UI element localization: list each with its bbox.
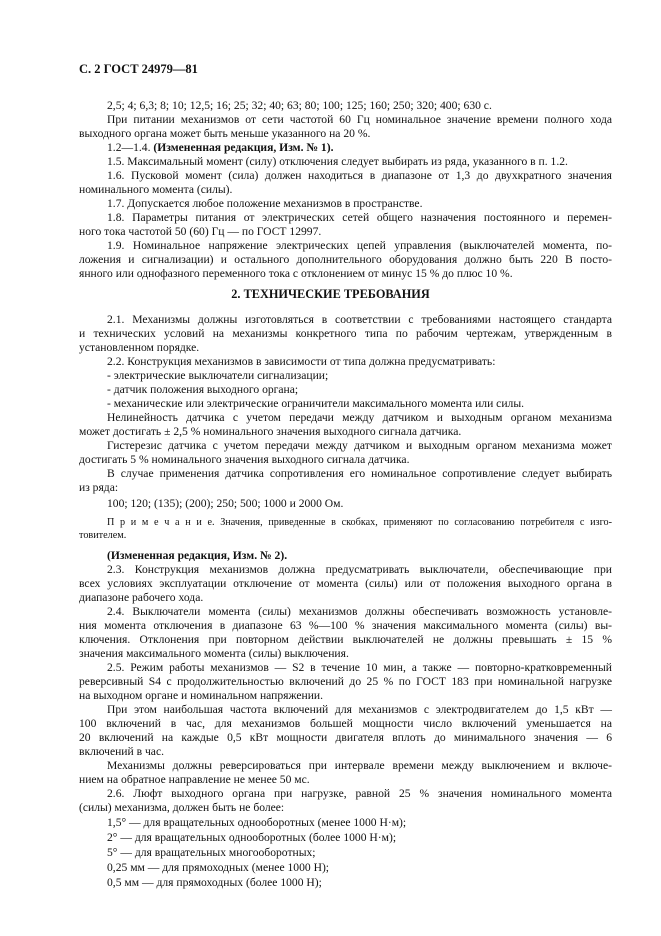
text-line: реверсивный S4 с продолжительностью включений до 25 % по ГОСТ 183 при номинальной нагрузке [79, 675, 612, 688]
list-item: 0,5 мм — для прямоходных (более 1000 Н); [107, 876, 322, 889]
text-line: ложения и сигнализации) и остального дополнительного оборудования должно быть 220 В посто- [79, 253, 612, 266]
list-item: 1,5° — для вращательных однооборотных (менее 1000 Н·м); [107, 816, 407, 829]
text-line [107, 141, 333, 155]
revision-note: (Измененная редакция, Изм. № 1). [153, 141, 334, 154]
text-line: выходного органа может быть меньше указанного на 20 %. [79, 127, 371, 140]
revision-note-text: (Измененная редакция, Изм. № 2). [107, 549, 288, 562]
note-line: П р и м е ч а н и е. Значения, приведенные в скобках, применяют по согласованию потребителя с изго- [107, 517, 612, 528]
revision-note [107, 549, 287, 563]
text-line: значения максимального момента (силы) выключения. [79, 647, 349, 660]
page-header: С. 2 ГОСТ 24979—81 [79, 62, 198, 76]
text-line: установленном порядке. [79, 341, 200, 354]
text-line: 2.2. Конструкция механизмов в зависимости от типа должна предусматривать: [107, 355, 496, 368]
text-line: 100 включений в час, для механизмов большей мощности число включений уменьшается на [79, 717, 612, 730]
text-line: и технических условий на механизмы конкретного типа по рабочим чертежам, утвержденным в [79, 327, 612, 340]
clause-number: 1.2—1.4. [107, 141, 151, 154]
text-line: В случае применения датчика сопротивления его номинальное сопротивление следует выбирать [107, 467, 612, 480]
text-line: Механизмы должны реверсироваться при интервале времени между выключением и включе- [107, 759, 612, 772]
text-line: 100; 120; (135); (200); 250; 500; 1000 и 2000 Ом. [107, 497, 344, 510]
text-line: При этом наибольшая частота включений для механизмов с электродвигателем до 1,5 кВт — [107, 703, 612, 716]
text-line: 1.7. Допускается любое положение механизмов в пространстве. [107, 197, 423, 210]
text-line: 1.8. Параметры питания от электрических сетей общего назначения постоянного и перемен- [107, 211, 612, 224]
text-line: 2.4. Выключатели момента (силы) механизмов должны обеспечивать возможность установле- [107, 605, 612, 618]
list-item: 2° — для вращательных однооборотных (более 1000 Н·м); [107, 831, 397, 844]
text-line: 2.1. Механизмы должны изготовляться в соответствии с требованиями настоящего стандарта [107, 313, 612, 326]
note-line: товителем. [79, 530, 127, 541]
text-line: Нелинейность датчика с учетом передачи между датчиком и выходным органом механизма [107, 411, 612, 424]
text-line: 20 включений на каждые 0,5 кВт мощности двигателя вплоть до минимального значения — 6 [79, 731, 612, 744]
text-line: При питании механизмов от сети частотой 60 Гц номинальное значение времени полного хода [107, 113, 612, 126]
text-line: 2,5; 4; 6,3; 8; 10; 12,5; 16; 25; 32; 40; 63; 80; 100; 125; 160; 250; 320; 400; 630 с. [107, 99, 492, 112]
list-item: 5° — для вращательных многооборотных; [107, 846, 316, 859]
text-line: 2.6. Люфт выходного органа при нагрузке, равной 25 % значения номинального момента [107, 787, 612, 800]
list-item: 0,25 мм — для прямоходных (менее 1000 Н); [107, 861, 330, 874]
text-line: может достигать ± 2,5 % номинального значения выходного сигнала датчика. [79, 425, 462, 438]
list-item: - электрические выключатели сигнализации; [107, 369, 329, 382]
text-line: номинального момента (силы). [79, 183, 233, 196]
text-line: 2.3. Конструкция механизмов должна предусматривать выключатели, обеспечивающие при [107, 563, 612, 576]
text-line: из ряда: [79, 481, 119, 494]
text-line: янного или однофазного переменного тока с отклонением от минус 15 % до плюс 10 %. [79, 267, 513, 280]
text-line: на выходном органе и номинальном напряжении. [79, 689, 323, 702]
text-line: диапазоне рабочего хода. [79, 591, 204, 604]
list-item: - датчик положения выходного органа; [107, 383, 299, 396]
section-heading: 2. ТЕХНИЧЕСКИЕ ТРЕБОВАНИЯ [231, 287, 430, 301]
text-line: ния момента отключения в диапазоне 63 %—100 % значения максимального момента (силы) вы- [79, 619, 612, 632]
text-line: (силы) механизма, должен быть не более: [79, 801, 285, 814]
list-item: - механические или электрические ограничители максимального момента или силы. [107, 397, 525, 410]
text-line: нием на обратное направление не менее 50 мс. [79, 773, 310, 786]
text-line: 1.6. Пусковой момент (сила) должен находиться в диапазоне от 1,3 до двухкратного значения [107, 169, 612, 182]
text-line: 1.9. Номинальное напряжение электрических цепей управления (выключателей момента, по- [107, 239, 612, 252]
text-line: достигать 5 % номинального значения выходного сигнала датчика. [79, 453, 410, 466]
text-line: включений в час. [79, 745, 164, 758]
text-line: 1.5. Максимальный момент (силу) отключения следует выбирать из ряда, указанного в п. 1.2. [107, 155, 568, 168]
text-line: Гистерезис датчика с учетом передачи между датчиком и выходным органом механизма может [107, 439, 612, 452]
text-line: ключения. Отклонения при повторном действии выключателей не должны превышать ± 15 % [79, 633, 612, 646]
text-line: всех условиях эксплуатации отключение от момента (силы) или от положения выходного органа в [79, 577, 612, 590]
text-line: ного тока частотой 50 (60) Гц — по ГОСТ 12997. [79, 225, 322, 238]
text-line: 2.5. Режим работы механизмов — S2 в течение 10 мин, а также — повторно-кратковременный [107, 661, 612, 674]
